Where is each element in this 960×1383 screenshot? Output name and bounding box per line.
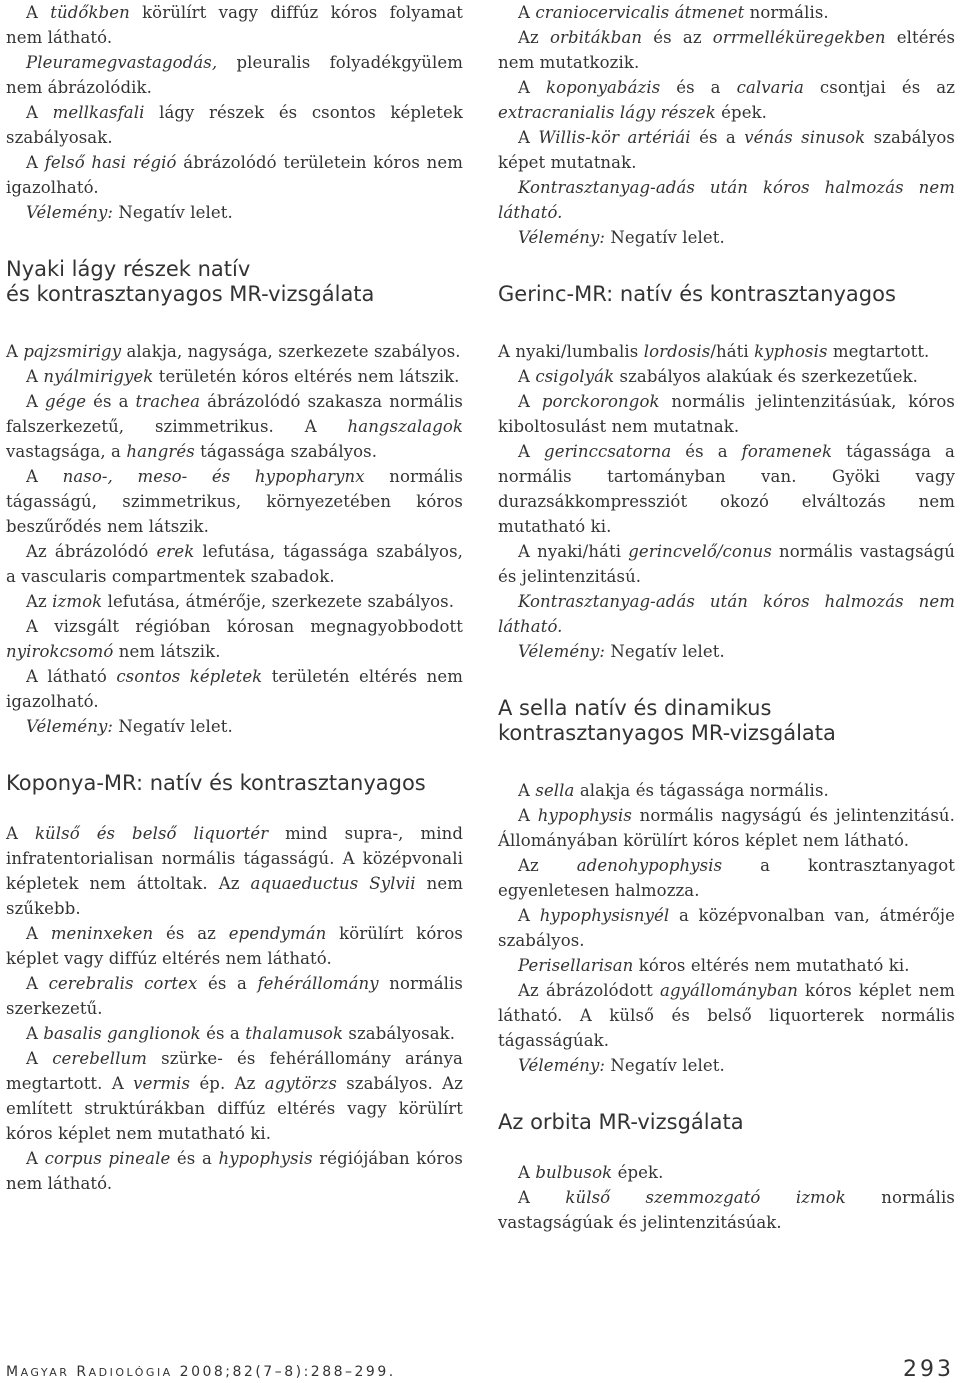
paragraph: Perisellarisan kóros eltérés nem mutatható ki. <box>518 956 910 975</box>
paragraph: A meninxeken és az ependymán körülírt kóros képlet vagy diffúz eltérés nem látható. <box>6 924 463 968</box>
paragraph: A basalis ganglionok és a thalamusok szabályosak. <box>26 1024 456 1043</box>
paragraph: A mellkasfali lágy részek és csontos képletek szabályosak. <box>6 103 463 147</box>
paragraph: A nyaki/lumbalis lordosis/háti kyphosis megtartott. <box>498 342 930 361</box>
paragraph: A gerinccsatorna és a foramenek tágassága a normális tartományban van. Gyöki vagy durazsákkompressziót okozó elváltozás nem mutatható ki. <box>498 442 955 536</box>
section-heading: Gerinc-MR: natív és kontrasztanyagos <box>498 282 896 306</box>
paragraph: A hypophysis normális nagyságú és jelintenzitású. Állományában körülírt kóros képlet nem látható. <box>498 806 955 850</box>
verdict: Vélemény: Negatív lelet. <box>518 1056 725 1075</box>
verdict: Vélemény: Negatív lelet. <box>518 228 725 247</box>
paragraph: A tüdőkben körülírt vagy diffúz kóros folyamat nem látható. <box>6 3 463 47</box>
paragraph: Az ábrázolódó erek lefutása, tágassága szabályos, a vascularis compartmentek szabadok. <box>6 542 463 586</box>
paragraph: A bulbusok épek. <box>518 1163 664 1182</box>
paragraph: A naso-, meso- és hypopharynx normális tágasságú, szimmetrikus, környezetében kóros beszűrődés nem látszik. <box>6 467 463 536</box>
paragraph: A nyaki/háti gerincvelő/conus normális vastagságú és jelintenzitású. <box>498 542 956 586</box>
paragraph: A sella alakja és tágassága normális. <box>518 781 829 800</box>
paragraph: Az izmok lefutása, átmérője, szerkezete szabályos. <box>26 592 455 611</box>
paragraph: A csigolyák szabályos alakúak és szerkezetűek. <box>518 367 919 386</box>
paragraph: A vizsgált régióban kórosan megnagyobbodott nyirokcsomó nem látszik. <box>6 617 463 661</box>
paragraph: Kontrasztanyag-adás után kóros halmozás nem látható. <box>498 592 955 636</box>
page-footer <box>6 1358 954 1380</box>
paragraph: Az ábrázolódott agyállományban kóros képlet nem látható. A külső és belső liquorterek normális tágasságúak. <box>498 981 955 1050</box>
page-number: 293 <box>903 1357 954 1382</box>
paragraph: A cerebellum szürke- és fehérállomány aránya megtartott. A vermis ép. Az agytörzs szabályos. Az említett struktúrákban diffúz eltérés vagy körülírt kóros képlet nem mutatható ki. <box>6 1049 463 1143</box>
section-heading: Az orbita MR-vizsgálata <box>498 1110 744 1134</box>
verdict: Vélemény: Negatív lelet. <box>518 642 725 661</box>
section-heading: Koponya-MR: natív és kontrasztanyagos <box>6 771 426 795</box>
paragraph: Pleuramegvastagodás, pleuralis folyadékgyülem nem ábrázolódik. <box>6 53 463 97</box>
paragraph: A koponyabázis és a calvaria csontjai és az extracranialis lágy részek épek. <box>498 78 955 122</box>
paragraph: A látható csontos képletek területén eltérés nem igazolható. <box>6 667 463 711</box>
verdict: Vélemény: Negatív lelet. <box>26 717 233 736</box>
journal-citation: MAGYAR RADIOLÓGIA 2008;82(7–8):288–299. <box>6 1364 396 1380</box>
paragraph: A külső szemmozgató izmok normális vastagságúak és jelintenzitásúak. <box>498 1188 955 1232</box>
right-column <box>498 0 955 1235</box>
paragraph: A külső és belső liquortér mind supra-, mind infratentorialisan normális tágasságú. A középvonali képletek nem áttoltak. Az aquaeductus Sylvii nem szűkebb. <box>6 824 463 918</box>
paragraph: A pajzsmirigy alakja, nagysága, szerkezete szabályos. <box>6 342 461 361</box>
paragraph: A nyálmirigyek területén kóros eltérés nem látszik. <box>26 367 460 386</box>
paragraph: A porckorongok normális jelintenzitásúak, kóros kiboltosulást nem mutatnak. <box>498 392 955 436</box>
left-column <box>6 0 463 1196</box>
paragraph: A cerebralis cortex és a fehérállomány normális szerkezetű. <box>6 974 463 1018</box>
paragraph: A gége és a trachea ábrázolódó szakasza normális falszerkezetű, szimmetrikus. A hangszalagok vastagsága, a hangrés tágassága szabályos. <box>6 392 463 461</box>
section-heading: Nyaki lágy részek natív és kontrasztanyagos MR-vizsgálata <box>6 257 375 306</box>
section-heading: A sella natív és dinamikus kontrasztanyagos MR-vizsgálata <box>498 696 836 745</box>
paragraph: A corpus pineale és a hypophysis régiójában kóros nem látható. <box>6 1149 463 1193</box>
paragraph: A Willis-kör artériái és a vénás sinusok szabályos képet mutatnak. <box>498 128 955 172</box>
paragraph: A felső hasi régió ábrázolódó területein kóros nem igazolható. <box>6 153 463 197</box>
paragraph: Az orbitákban és az orrmelléküregekben eltérés nem mutatkozik. <box>498 28 956 72</box>
paragraph: A craniocervicalis átmenet normális. <box>518 3 829 22</box>
paragraph: Az adenohypophysis a kontrasztanyagot egyenletesen halmozza. <box>498 856 956 900</box>
paragraph: A hypophysisnyél a középvonalban van, átmérője szabályos. <box>498 906 955 950</box>
paragraph: Kontrasztanyag-adás után kóros halmozás nem látható. <box>498 178 955 222</box>
verdict: Vélemény: Negatív lelet. <box>26 203 233 222</box>
